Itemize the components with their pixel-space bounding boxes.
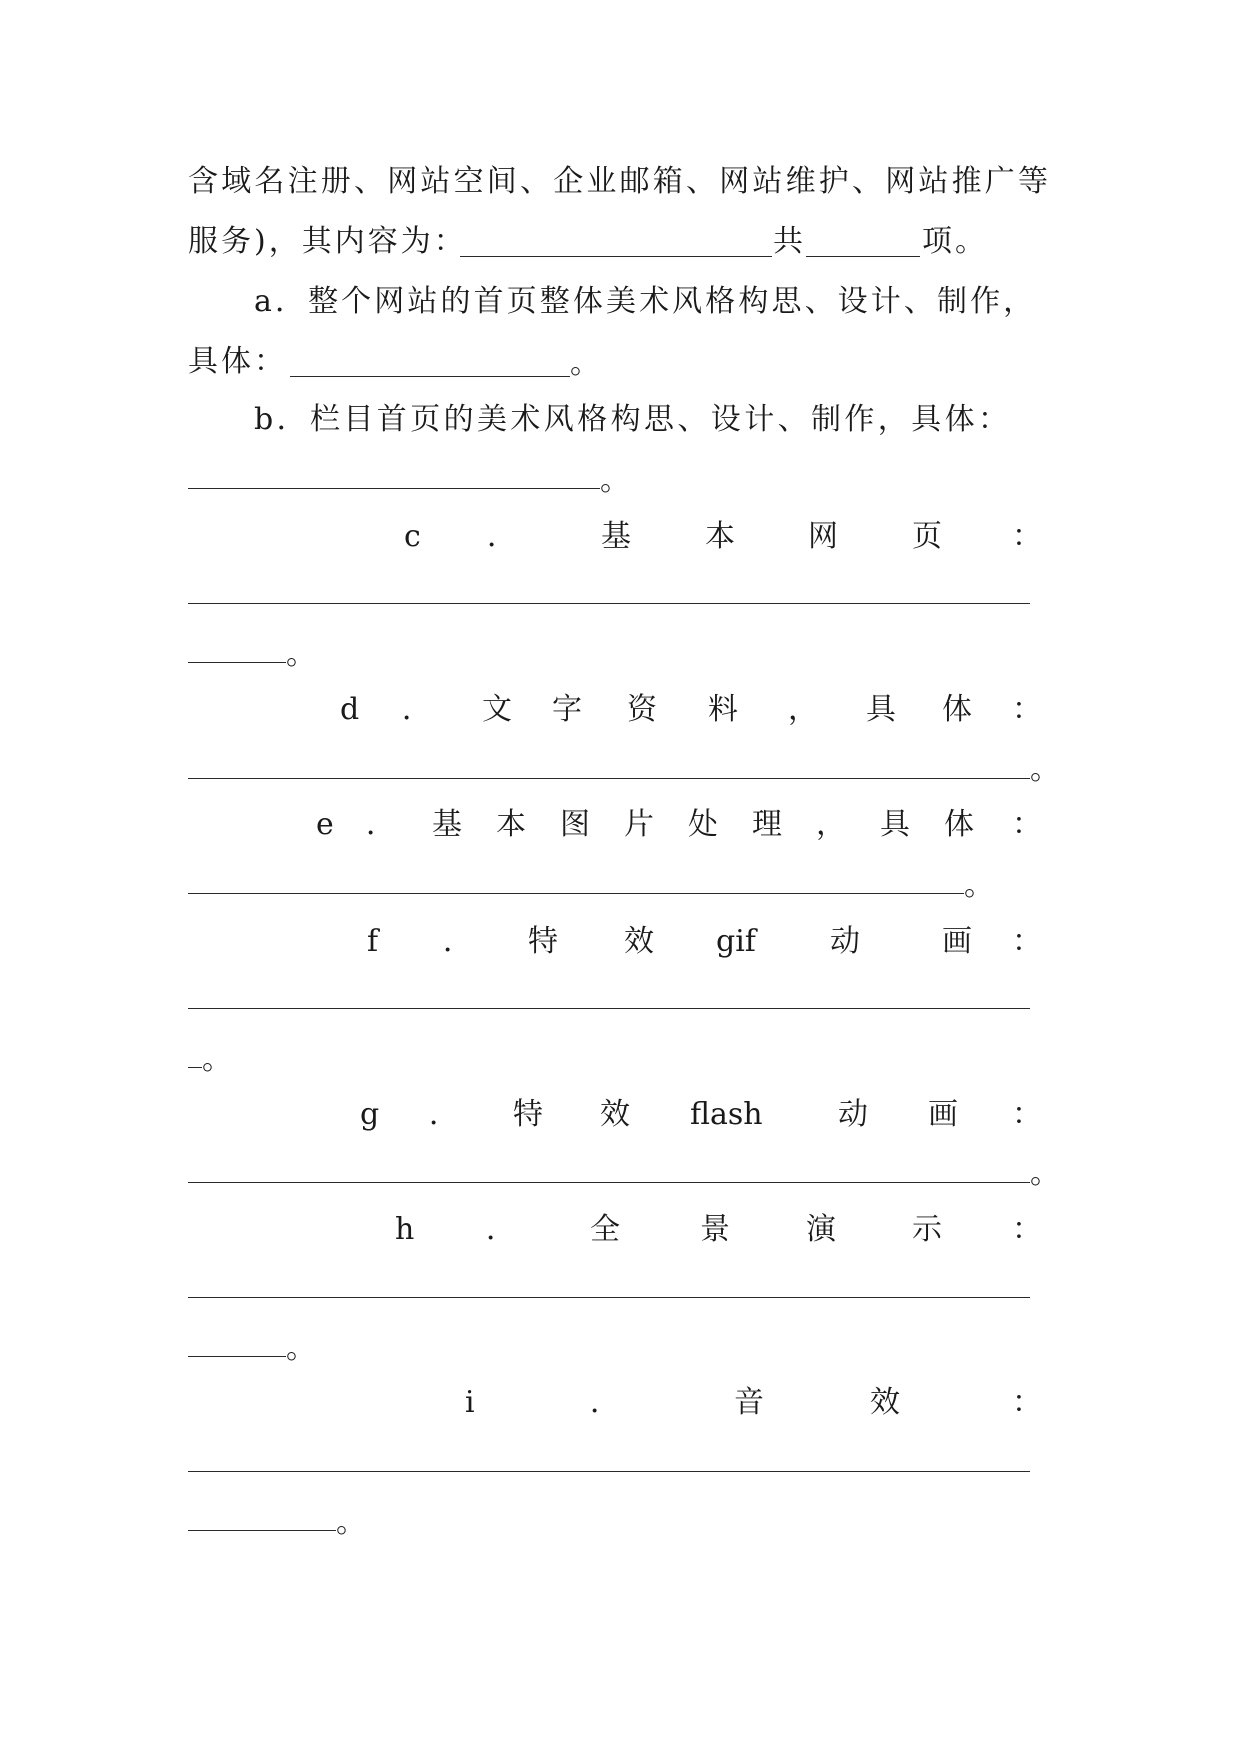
- item-e-word: ．: [366, 807, 396, 842]
- item-d-word: d: [340, 692, 360, 727]
- item-e-line: [0, 807, 1241, 843]
- item-f-word: 动: [830, 924, 860, 959]
- item-a-line-2-prefix: 具体：: [188, 344, 287, 379]
- item-e-word: 理: [752, 807, 782, 842]
- item-a-end: 。: [570, 346, 600, 381]
- blank-item-i-2[interactable]: [188, 1530, 336, 1531]
- item-f-word: f: [367, 924, 379, 959]
- item-e-word: 图: [560, 807, 590, 842]
- item-i-word: i: [465, 1385, 475, 1420]
- item-f-word: 特: [528, 924, 558, 959]
- item-d-word: 体: [942, 692, 972, 727]
- blank-item-c-1[interactable]: [188, 603, 1030, 604]
- item-h-word: h: [395, 1212, 415, 1247]
- intro-line-1: 含域名注册、网站空间、企业邮箱、网站维护、网站推广等: [188, 164, 1052, 199]
- item-c-line: [0, 519, 1241, 555]
- blank-item-i-1[interactable]: [188, 1471, 1030, 1472]
- blank-item-e[interactable]: [188, 893, 964, 894]
- item-h-end: 。: [286, 1331, 316, 1366]
- item-c-word: 基: [601, 519, 631, 554]
- item-f-word: 效: [624, 924, 654, 959]
- item-d-end: 。: [1030, 752, 1060, 787]
- item-e-word: 处: [688, 807, 718, 842]
- item-c-word: 页: [912, 519, 942, 554]
- item-c-word: 网: [808, 519, 838, 554]
- item-g-line: [0, 1097, 1241, 1133]
- item-d-word: ：: [1012, 692, 1042, 727]
- item-h-word: 全: [590, 1212, 620, 1247]
- item-g-word: 特: [513, 1097, 543, 1132]
- item-f-word: 画: [942, 924, 972, 959]
- intro-line-2-prefix: 服务)，其内容为：: [188, 224, 467, 259]
- blank-item-f-1[interactable]: [188, 1008, 1030, 1009]
- item-h-word: ：: [1012, 1212, 1042, 1247]
- blank-item-a[interactable]: [290, 376, 570, 377]
- item-f-end: 。: [202, 1042, 232, 1077]
- item-g-word: 画: [928, 1097, 958, 1132]
- blank-item-b[interactable]: [188, 488, 600, 489]
- intro-line-2-mid: 共: [773, 224, 803, 259]
- item-e-word: ，: [816, 807, 846, 842]
- item-e-word: e: [316, 807, 334, 842]
- item-g-word: 效: [600, 1097, 630, 1132]
- item-c-word: ．: [487, 519, 517, 554]
- blank-item-g[interactable]: [188, 1182, 1030, 1183]
- blank-content[interactable]: [460, 256, 772, 257]
- item-g-end: 。: [1030, 1156, 1060, 1191]
- item-f-word: ：: [1012, 924, 1042, 959]
- blank-item-h-2[interactable]: [188, 1356, 286, 1357]
- item-h-line: [0, 1212, 1241, 1248]
- item-c-end: 。: [286, 637, 316, 672]
- item-c-word: ：: [1012, 519, 1042, 554]
- item-h-word: ．: [486, 1212, 516, 1247]
- item-i-word: 效: [870, 1385, 900, 1420]
- item-d-word: 具: [866, 692, 896, 727]
- item-c-word: 本: [705, 519, 735, 554]
- item-i-word: 音: [734, 1385, 764, 1420]
- item-d-word: ，: [788, 692, 818, 727]
- item-g-word: ．: [429, 1097, 459, 1132]
- intro-line-2-end: 项。: [922, 224, 988, 259]
- item-b-end: 。: [600, 463, 630, 498]
- item-g-word: 动: [838, 1097, 868, 1132]
- item-e-end: 。: [964, 868, 994, 903]
- item-d-word: 文: [482, 692, 512, 727]
- item-c-word: c: [404, 519, 421, 554]
- item-f-word: ．: [443, 924, 473, 959]
- blank-item-c-2[interactable]: [188, 662, 286, 663]
- item-g-word: flash: [690, 1097, 763, 1132]
- item-f-line: [0, 924, 1241, 960]
- item-d-word: 料: [708, 692, 738, 727]
- item-b-line-1: b．栏目首页的美术风格构思、设计、制作，具体：: [254, 402, 1012, 437]
- blank-item-f-2[interactable]: [188, 1067, 202, 1068]
- blank-count[interactable]: [806, 256, 920, 257]
- item-a-line-1: a．整个网站的首页整体美术风格构思、设计、制作，: [254, 284, 1037, 319]
- item-i-word: ：: [1012, 1385, 1042, 1420]
- item-e-word: 片: [624, 807, 654, 842]
- item-e-word: 体: [944, 807, 974, 842]
- item-e-word: 本: [496, 807, 526, 842]
- item-h-word: 演: [806, 1212, 836, 1247]
- item-d-word: ．: [402, 692, 432, 727]
- blank-item-d[interactable]: [188, 778, 1030, 779]
- blank-item-h-1[interactable]: [188, 1297, 1030, 1298]
- item-f-word: gif: [716, 924, 756, 959]
- item-h-word: 景: [700, 1212, 730, 1247]
- item-h-word: 示: [912, 1212, 942, 1247]
- item-i-end: 。: [336, 1505, 366, 1540]
- item-e-word: 基: [432, 807, 462, 842]
- item-e-word: 具: [880, 807, 910, 842]
- item-d-word: 资: [627, 692, 657, 727]
- item-e-word: ：: [1012, 807, 1042, 842]
- item-g-word: ：: [1012, 1097, 1042, 1132]
- item-g-word: g: [360, 1097, 380, 1132]
- item-d-word: 字: [552, 692, 582, 727]
- item-i-word: ．: [590, 1385, 620, 1420]
- item-i-line: [0, 1385, 1241, 1421]
- item-d-line: [0, 692, 1241, 728]
